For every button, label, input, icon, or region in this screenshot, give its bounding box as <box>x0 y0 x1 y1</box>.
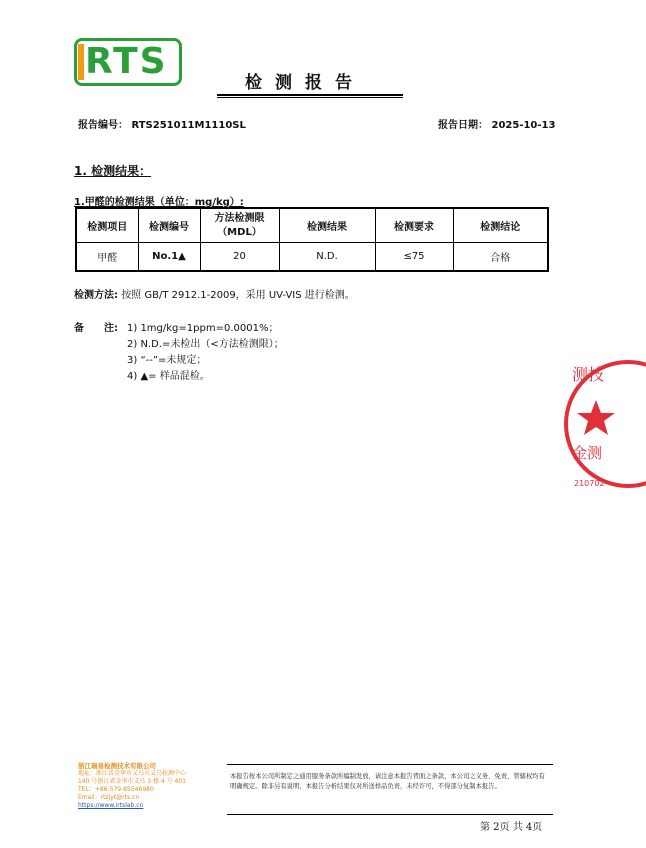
note-item: 1) 1mg/kg=1ppm=0.0001%； <box>127 323 279 334</box>
company-info <box>78 762 186 810</box>
rts-logo <box>74 38 182 86</box>
seal-text-top: 测技 <box>572 365 605 384</box>
test-method-label: 检测方法: <box>74 290 118 301</box>
table-cell: 合格 <box>453 243 548 272</box>
report-date <box>438 116 555 131</box>
table-row <box>76 243 548 272</box>
header-cell <box>200 208 279 243</box>
header-cell: 检测编号 <box>138 208 200 243</box>
header-cell: 检测结果 <box>279 208 375 243</box>
sub-heading: 1.甲醛的检测结果（单位：mg/kg）: <box>74 197 244 208</box>
report-number-label: 报告编号： <box>78 120 128 131</box>
company-email: Email：rtzjyt@rts.cn <box>78 794 140 801</box>
seal-number: 210702 <box>574 479 605 488</box>
logo-accent-bar <box>78 44 84 80</box>
title-underline-2 <box>217 97 403 98</box>
notes-label: 备 注: <box>74 323 118 334</box>
table-cell: N.D. <box>279 243 375 272</box>
header-cell: 检测项目 <box>76 208 138 243</box>
note-item: 2) N.D.=未检出（<方法检测限）； <box>127 339 284 350</box>
logo-text: RTS <box>85 41 168 82</box>
report-number-value: RTS251011M1110SL <box>131 120 246 131</box>
company-website-link[interactable]: https://www.irtslab.cn <box>78 802 144 809</box>
test-method <box>74 286 355 301</box>
note-item: 4) ▲= 样品混检。 <box>127 371 210 382</box>
header-cell: 检测结论 <box>453 208 548 243</box>
section-heading: 1. 检测结果： <box>74 164 152 178</box>
results-table <box>75 207 549 272</box>
table-cell: No.1▲ <box>138 243 200 272</box>
footer-divider-2 <box>227 814 553 815</box>
note-item: 3) “--”=未规定； <box>127 355 207 366</box>
report-date-value: 2025-10-13 <box>491 120 556 131</box>
company-address: 地址：浙江省金华市义乌市义乌检测中心 <box>78 770 187 777</box>
disclaimer-text: 本报告按本公司所制定之通用服务条款所编制发放，请注意本报告背面之条款，本公司之义务、免责、管辖权均有明确规定。除非另有说明，本报告分析结果仅对所送样品负责，未经许可，不得部分复制本报告。 <box>230 773 545 790</box>
report-date-label: 报告日期： <box>438 120 488 131</box>
company-address-2: 140 号浙江省金华市义乌 3 楼 4 号 401 <box>78 778 186 785</box>
page-number: 第 2页 共 4页 <box>480 822 543 833</box>
company-tel: TEL：+86-579-85546980 <box>78 786 154 793</box>
seal-text-bottom: 金测 <box>572 444 603 462</box>
table-cell: ≤75 <box>375 243 453 272</box>
table-cell: 甲醛 <box>76 243 138 272</box>
table-header-row <box>76 208 548 243</box>
title-underline <box>217 94 403 96</box>
seal-star-icon <box>577 400 615 435</box>
header-cell: 检测要求 <box>375 208 453 243</box>
footer-divider <box>227 764 553 765</box>
table-cell: 20 <box>200 243 279 272</box>
company-name: 浙江瑞易检测技术有限公司 <box>78 762 156 770</box>
company-seal <box>566 350 646 498</box>
report-number <box>78 116 246 131</box>
header-cell-text: 方法检测限 （MDL） <box>214 212 265 238</box>
report-title: 检测报告 <box>245 73 365 93</box>
test-method-text: 按照 GB/T 2912.1-2009，采用 UV-VIS 进行检测。 <box>121 290 355 301</box>
